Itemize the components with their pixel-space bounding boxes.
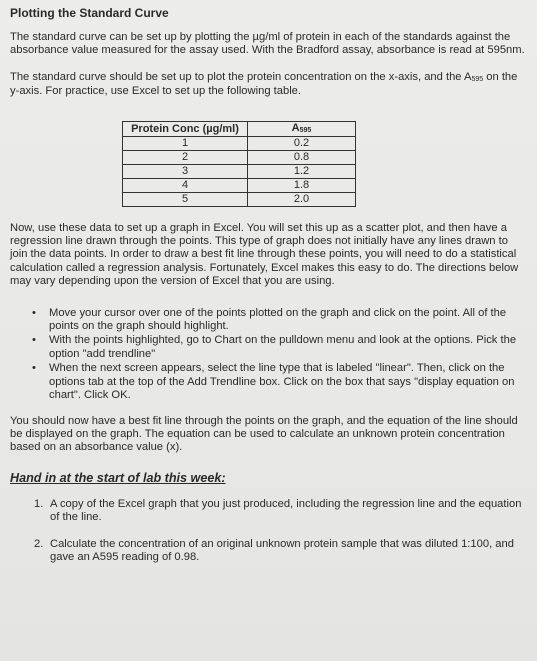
header-absorbance-sub: 595: [299, 126, 312, 134]
list-item: [32, 334, 527, 361]
list-item: [32, 307, 527, 334]
table-row: [123, 178, 356, 192]
setup-text-a: The standard curve should be set up to plot the protein concentration on the x-axis, and the A: [10, 70, 472, 83]
list-item-text: When the next screen appears, select the line type that is labeled "linear". Then, click on the options tab at the top of the Add Trendline box. Click on the box that says "display equation on chart". Click OK.: [49, 362, 515, 402]
instruction-bullet-list: [10, 307, 527, 403]
cell-conc: 2: [123, 150, 248, 164]
table-row: [123, 150, 356, 164]
setup-text-b: on the y-axis. For practice, use Excel to set up the following table.: [10, 70, 518, 98]
task-number: 2.: [34, 537, 44, 550]
result-paragraph: You should now have a best fit line through the points on the graph, and the equation of the line should be displayed on the graph. The equation can be used to calculate an unknown protein concentration based on an absorbance value (x).: [10, 414, 518, 454]
data-table-wrapper: [122, 121, 356, 207]
cell-conc: 4: [123, 178, 248, 192]
header-protein-conc: Protein Conc (µg/ml): [123, 121, 248, 136]
bullet-icon: •: [32, 306, 36, 319]
setup-paragraph: [10, 71, 527, 99]
task-text: A copy of the Excel graph that you just produced, including the regression line and the equation of the line.: [50, 497, 522, 524]
cell-abs: 0.8: [248, 150, 356, 164]
header-absorbance-main: A: [291, 121, 300, 134]
setup-subscript: 595: [471, 75, 484, 83]
hand-in-heading: Hand in at the start of lab this week:: [10, 470, 226, 485]
task-list: [10, 498, 527, 565]
header-absorbance: [248, 121, 356, 136]
page-title: Plotting the Standard Curve: [10, 6, 169, 20]
bullet-icon: •: [32, 334, 36, 347]
intro-paragraph: The standard curve can be set up by plotting the µg/ml of protein in each of the standards against the absorbance value measured for the assay used. With the Bradford assay, absorbance is read at 595nm.: [10, 31, 525, 57]
list-item: [34, 498, 527, 525]
task-text: Calculate the concentration of an original unknown protein sample that was diluted 1:100, and gave an A595 reading of 0.98.: [50, 537, 514, 563]
data-table: [122, 121, 356, 207]
cell-conc: 1: [123, 136, 248, 150]
cell-abs: 2.0: [248, 192, 356, 206]
list-item: [32, 362, 527, 402]
table-row: [123, 164, 356, 178]
task-number: 1.: [34, 497, 44, 510]
table-header-row: [123, 121, 356, 136]
cell-abs: 1.8: [248, 178, 356, 192]
cell-abs: 0.2: [248, 136, 356, 150]
bullet-icon: •: [32, 362, 36, 375]
excel-instructions-paragraph: Now, use these data to set up a graph in Excel. You will set this up as a scatter plot, and then have a regression line drawn through the points. This type of graph does not initially have any lines drawn to join the data points. In order to draw a best fit line through these points, you will need to do a statistical calculation called a regression analysis. Fortunately, Excel makes this easy to do. The directions below may vary depending upon the version of Excel that you are using.: [10, 221, 519, 288]
cell-conc: 5: [123, 192, 248, 206]
cell-conc: 3: [123, 164, 248, 178]
cell-abs: 1.2: [248, 164, 356, 178]
table-row: [123, 192, 356, 206]
table-row: [123, 136, 356, 150]
list-item-text: With the points highlighted, go to Chart on the pulldown menu and look at the options. Pick the option "add trendline": [49, 334, 517, 360]
list-item-text: Move your cursor over one of the points plotted on the graph and click on the point. All of the points on the graph should highlight.: [49, 306, 507, 333]
list-item: [34, 538, 527, 565]
